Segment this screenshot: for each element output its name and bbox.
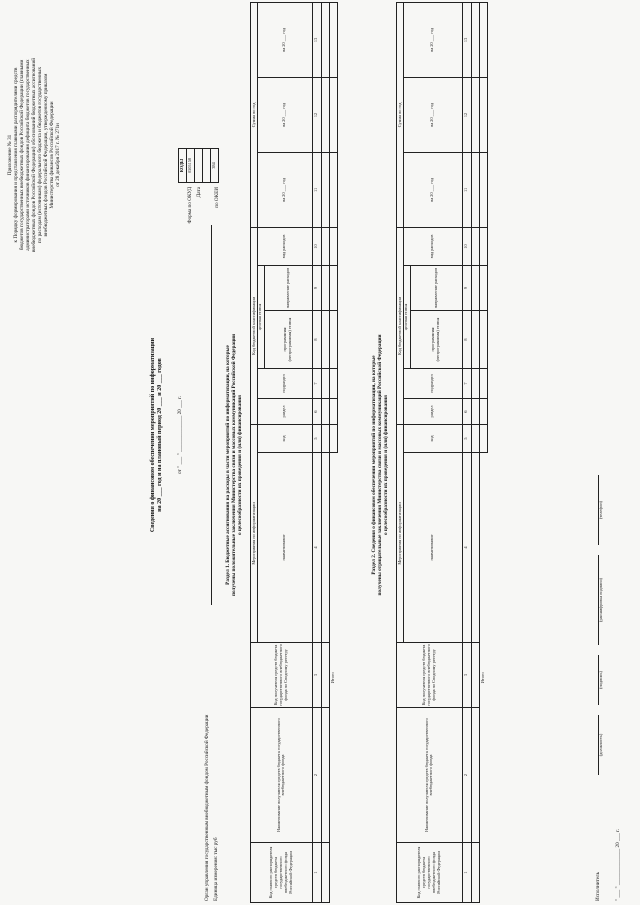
section2-title-line: получены отрицательные заключения Министерства связи и массовых коммуникаций Российской Федерации [376,334,383,596]
total-label: Итого [479,453,487,903]
table-cell[interactable] [471,310,479,368]
appendix-line: внебюджетных фондов Российской Федерации, утвержденному приказом [42,73,49,237]
total-cell [329,368,337,398]
header-subsection: подраздел [403,368,462,398]
header-gr-code: Код главного распорядителя средств бюджета государственного внебюджетного фонда Российской Федерации [397,843,463,903]
okei-code: 384 [211,149,219,183]
blank-code[interactable] [203,149,211,183]
header-target-item: целевая статья [403,265,410,368]
col-number: 7 [312,368,321,398]
codes-box [178,148,219,183]
total-cell [479,77,487,152]
col-number: 3 [462,643,471,708]
header-recipient-code: Код получателя средств бюджета государственного внебюджетного фонда по Сводному реестру [397,643,463,708]
appendix-line: от 28 декабря 2017 г. № 271н [54,123,61,187]
col-number: 11 [462,152,471,227]
header-name: наименование [257,453,312,643]
header-gr-code: Код главного распорядителя средств бюджета государственного внебюджетного фонда Российской Федерации [251,843,313,903]
section1-title-line: получены положительные заключения Министерства связи и массовых коммуникаций Российской Федерации [230,333,237,597]
okei-label: по ОКЕИ [214,187,220,208]
document-title [150,275,164,595]
col-number: 3 [312,643,321,708]
total-cell [479,2,487,77]
appendix-line: Приложение № 31 [7,134,13,176]
col-number: 12 [312,77,321,152]
phone-caption: (телефон) [598,501,603,519]
codes-header: КОДЫ [179,149,187,183]
table-cell[interactable] [471,424,479,452]
header-section: раздел [403,398,462,424]
total-cell [329,2,337,77]
header-year-3: на 20 ___ год [257,2,312,77]
header-code: код [403,424,462,452]
total-cell [479,265,487,310]
header-measures: Мероприятия по информатизации [397,424,404,642]
table-cell[interactable] [471,152,479,227]
header-budget-class: Код бюджетной классификации [397,227,404,424]
total-cell [329,77,337,152]
table-cell[interactable] [321,227,329,265]
total-cell [479,368,487,398]
table-cell[interactable] [471,398,479,424]
table-cell[interactable] [471,265,479,310]
executor-label: Исполнитель [595,871,601,901]
col-number: 8 [312,310,321,368]
okud-code: 0505158 [187,149,195,183]
header-expense-type: вид расходов [403,227,462,265]
col-number: 10 [312,227,321,265]
total-cell [329,424,337,452]
section1-title-line: о целесообразности их проведения и (или) финансирования [236,395,243,535]
col-number: 1 [312,843,321,903]
title-line-2: на 20 ___ год и на плановый период 20 ___ и 20 ___ годов [156,358,163,512]
total-cell [329,152,337,227]
header-sum-by-year: Сумма по год [397,2,404,227]
okud-label: Форма по ОКУД [187,187,193,224]
table-cell[interactable] [321,398,329,424]
total-label: Итого [329,453,337,903]
table-cell[interactable] [471,227,479,265]
header-recipient-name: Наименование получателя средств бюджета государственного внебюджетного фонда [397,708,463,843]
total-cell [479,424,487,452]
header-name: наименование [403,453,462,643]
date-code[interactable] [195,149,203,183]
appendix-line: бюджетов государственных внебюджетных фондов Российской Федерации (главными [18,59,25,251]
total-cell [479,227,487,265]
appendix-line: внебюджетных фондов Российской Федерации) обоснований бюджетных ассигнований [30,58,37,253]
col-number: 13 [312,2,321,77]
col-number: 9 [312,265,321,310]
table-cell[interactable] [321,152,329,227]
header-target-item: целевая статья [257,265,264,368]
title-date-line: от " ___ " ______________ 20 ___ г. [177,396,183,475]
table-cell[interactable] [321,2,329,77]
col-number: 4 [312,453,321,643]
table-cell[interactable] [321,368,329,398]
total-cell [329,265,337,310]
appendix-line: администраторами источников финансирования дефицита бюджетов государственных [24,59,31,251]
header-program: программная (непрограммная) статья [264,310,312,368]
total-cell [479,152,487,227]
table-cell[interactable] [321,310,329,368]
total-cell [329,398,337,424]
section2-title [372,205,390,725]
header-recipient-code: Код получателя средств бюджета государственного внебюджетного фонда по Сводному реестру [251,643,313,708]
header-expense-type: вид расходов [257,227,312,265]
appendix-line: к Порядку формирования и представления главными распорядителями средств [12,67,19,243]
table-cell[interactable] [471,643,479,708]
table-cell[interactable] [321,643,329,708]
title-line-1: Сведения о финансовом обеспечении мероприятий по информатизации [150,337,156,533]
col-number: 12 [462,77,471,152]
position-caption: (должность) [598,733,603,757]
table-cell[interactable] [321,265,329,310]
header-code: код [257,424,312,452]
col-number: 2 [462,708,471,843]
col-number: 5 [462,424,471,452]
section2-title-line: Раздел 2. Сведения о финансовом обеспечении мероприятий по информатизации, на которые [371,355,377,575]
col-number: 10 [462,227,471,265]
total-cell [329,310,337,368]
col-number: 2 [312,708,321,843]
date-label: Дата [196,187,202,198]
signature-caption: (подпись) [598,671,603,689]
header-section: раздел [257,398,312,424]
section1-title-line: Раздел 1. Бюджетные ассигнования на расходы в части мероприятий по информатизации, на которые [225,345,231,585]
header-direction: направление расходов [410,265,462,310]
table-cell[interactable] [471,2,479,77]
header-budget-class: Код бюджетной классификации [251,227,258,424]
total-cell [479,310,487,368]
section1-table [250,2,338,903]
org-underline[interactable] [211,225,212,605]
col-number: 1 [462,843,471,903]
table-cell[interactable] [321,77,329,152]
appendix-line: Министерства финансов Российской Федерации [48,101,55,209]
table-cell[interactable] [471,843,479,903]
header-sum-by-year: Сумма по год [251,2,258,227]
col-number: 4 [462,453,471,643]
signature-fields [592,445,606,775]
col-number: 5 [312,424,321,452]
table-cell[interactable] [321,424,329,452]
col-number: 6 [312,398,321,424]
section2-title-line: о целесообразности их проведения и (или) финансирования [382,395,389,535]
table-cell[interactable] [321,843,329,903]
header-year-1: на 20 ___ год [403,152,462,227]
table-cell[interactable] [471,77,479,152]
header-year-1: на 20 ___ год [257,152,312,227]
col-number: 6 [462,398,471,424]
unit-label: Единица измерения: тыс руб [213,837,219,901]
header-measures: Мероприятия по информатизации [251,424,258,642]
org-label: Орган управления государственным внебюджетным фондом Российской Федерации [204,714,210,901]
header-recipient-name: Наименование получателя средств бюджета государственного внебюджетного фонда [251,708,313,843]
header-year-3: на 20 ___ год [403,2,462,77]
signature-date: " ___ " ______________ 20 ___ г. [615,829,621,901]
table-cell[interactable] [471,453,479,643]
col-number: 7 [462,368,471,398]
appendix-line: по расходам (источникам) федерального бюджета и бюджетов государственных [36,66,43,244]
header-program: программная (непрограммная) статья [410,310,462,368]
total-cell [329,227,337,265]
appendix-block [8,5,62,305]
header-year-2: на 20 ___ год [403,77,462,152]
col-number: 13 [462,2,471,77]
total-cell [479,398,487,424]
section1-title [226,205,244,725]
col-number: 9 [462,265,471,310]
header-direction: направление расходов [264,265,312,310]
header-year-2: на 20 ___ год [257,77,312,152]
table-cell[interactable] [321,708,329,843]
section2-table [396,2,488,903]
table-cell[interactable] [471,368,479,398]
codes-labels [180,187,224,275]
col-number: 11 [312,152,321,227]
header-subsection: подраздел [257,368,312,398]
decoding-caption: (расшифровка подписи) [598,578,603,622]
table-cell[interactable] [321,453,329,643]
col-number: 8 [462,310,471,368]
table-cell[interactable] [471,708,479,843]
